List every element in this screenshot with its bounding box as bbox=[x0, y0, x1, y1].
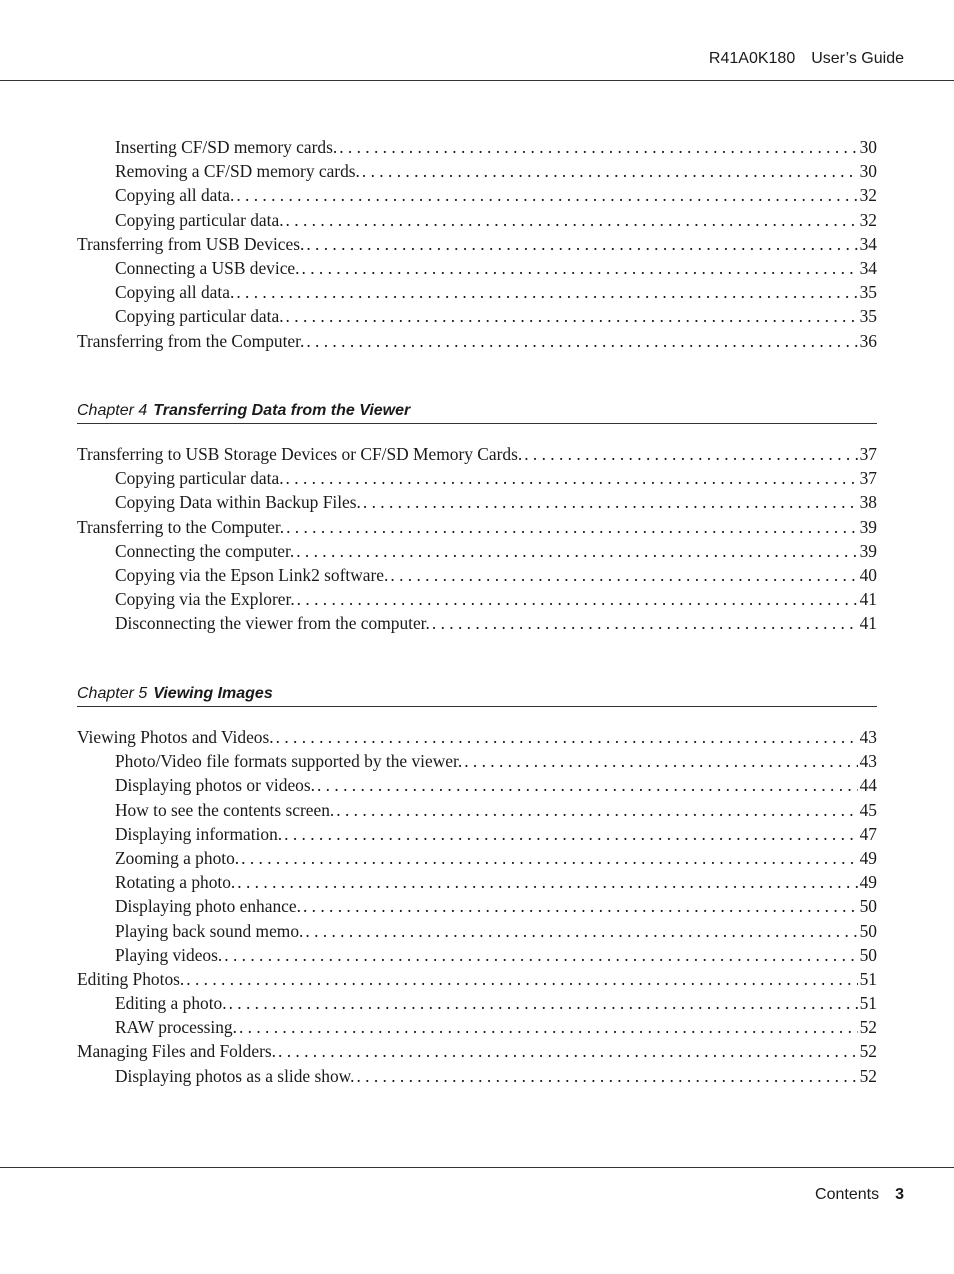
toc-entry-title: Copying all data. bbox=[115, 282, 235, 303]
toc-entry-page: 50 bbox=[859, 944, 877, 965]
toc-leader-dots bbox=[241, 846, 857, 870]
toc-entry[interactable] bbox=[77, 208, 877, 232]
toc-entry-title: RAW processing. bbox=[115, 1017, 237, 1038]
toc-entry-page: 30 bbox=[859, 161, 877, 182]
header-rule bbox=[0, 80, 954, 81]
toc-entry-title: Transferring to USB Storage Devices or CF/SD Memory Cards. bbox=[77, 444, 523, 464]
toc-entry-title: Displaying photo enhance. bbox=[115, 896, 301, 917]
toc-entry-page: 34 bbox=[859, 233, 877, 254]
toc-entry-title: Displaying photos or videos. bbox=[115, 775, 315, 796]
toc-entry[interactable] bbox=[77, 466, 877, 490]
toc-entry-title: How to see the contents screen. bbox=[115, 799, 335, 820]
toc-leader-dots bbox=[278, 1039, 858, 1063]
toc-entry-title: Copying all data. bbox=[115, 185, 235, 206]
toc-section-chapter-4 bbox=[77, 442, 877, 636]
toc-entry[interactable] bbox=[77, 725, 877, 749]
toc-leader-dots bbox=[229, 991, 858, 1015]
toc-section-top bbox=[77, 135, 877, 353]
toc-entry-title: Disconnecting the viewer from the computer. bbox=[115, 613, 430, 634]
toc-entry-title: Playing back sound memo. bbox=[115, 920, 304, 941]
toc-entry-title: Displaying photos as a slide show. bbox=[115, 1065, 355, 1086]
toc-entry-page: 50 bbox=[859, 920, 877, 941]
toc-entry[interactable] bbox=[77, 611, 877, 635]
toc-entry-title: Inserting CF/SD memory cards. bbox=[115, 137, 338, 157]
toc-leader-dots bbox=[464, 749, 857, 773]
toc-entry-page: 39 bbox=[859, 516, 877, 537]
toc-entry-page: 50 bbox=[859, 896, 877, 917]
toc-leader-dots bbox=[306, 232, 857, 256]
toc-leader-dots bbox=[390, 563, 857, 587]
toc-leader-dots bbox=[296, 539, 857, 563]
toc-entry[interactable] bbox=[77, 256, 877, 280]
page-header bbox=[709, 50, 904, 68]
toc-leader-dots bbox=[363, 490, 858, 514]
toc-leader-dots bbox=[284, 822, 857, 846]
toc-entry-title: Rotating a photo. bbox=[115, 872, 236, 893]
toc-entry-title: Displaying information. bbox=[115, 823, 283, 844]
toc-entry-title: Transferring from the Computer. bbox=[77, 330, 305, 351]
toc-entry-title: Zooming a photo. bbox=[115, 847, 240, 868]
toc-leader-dots bbox=[432, 611, 858, 635]
toc-entry-page: 49 bbox=[859, 847, 877, 868]
toc-leader-dots bbox=[224, 943, 857, 967]
toc-entry[interactable] bbox=[77, 798, 877, 822]
toc-entry-title: Photo/Video file formats supported by the viewer. bbox=[115, 751, 463, 772]
toc-entry-page: 47 bbox=[859, 823, 877, 844]
toc-entry-title: Copying via the Epson Link2 software. bbox=[115, 564, 389, 585]
toc-entry-page: 41 bbox=[859, 589, 877, 610]
toc-entry[interactable] bbox=[77, 329, 877, 353]
toc-entry-page: 34 bbox=[859, 257, 877, 278]
toc-entry[interactable] bbox=[77, 822, 877, 846]
toc-entry-page: 45 bbox=[859, 799, 877, 820]
toc-entry[interactable] bbox=[77, 442, 877, 466]
toc-entry-title: Editing Photos. bbox=[77, 968, 185, 989]
toc-leader-dots bbox=[286, 208, 858, 232]
toc-entry[interactable] bbox=[77, 894, 877, 918]
toc-entry[interactable] bbox=[77, 563, 877, 587]
toc-leader-dots bbox=[356, 1064, 857, 1088]
toc-entry-title: Copying particular data. bbox=[115, 468, 284, 489]
toc-entry[interactable] bbox=[77, 587, 877, 611]
toc-entry[interactable] bbox=[77, 1064, 877, 1088]
toc-entry-page: 37 bbox=[859, 468, 877, 489]
toc-entry-page: 52 bbox=[859, 1017, 877, 1038]
toc-entry[interactable] bbox=[77, 159, 877, 183]
toc-leader-dots bbox=[317, 773, 858, 797]
toc-leader-dots bbox=[276, 725, 858, 749]
toc-entry[interactable] bbox=[77, 232, 877, 256]
chapter-title: Viewing Images bbox=[153, 685, 273, 702]
toc-entry-page: 37 bbox=[859, 444, 877, 464]
toc-leader-dots bbox=[236, 183, 857, 207]
toc-entry-title: Connecting the computer. bbox=[115, 540, 295, 561]
toc-entry-title: Copying Data within Backup Files. bbox=[115, 492, 361, 513]
toc-entry-page: 40 bbox=[859, 564, 877, 585]
toc-leader-dots bbox=[305, 919, 857, 943]
toc-entry-page: 36 bbox=[859, 330, 877, 351]
toc-entry-title: Removing a CF/SD memory cards. bbox=[115, 161, 360, 182]
toc-entry-page: 41 bbox=[859, 613, 877, 634]
toc-leader-dots bbox=[239, 1015, 858, 1039]
toc-entry[interactable] bbox=[77, 943, 877, 967]
toc-leader-dots bbox=[302, 256, 858, 280]
toc-entry-page: 49 bbox=[859, 872, 877, 893]
toc-entry-title: Editing a photo. bbox=[115, 993, 227, 1014]
toc-entry[interactable] bbox=[77, 846, 877, 870]
toc-leader-dots bbox=[362, 159, 858, 183]
toc-entry-title: Connecting a USB device. bbox=[115, 257, 300, 278]
toc-entry-page: 30 bbox=[859, 137, 877, 157]
chapter-label: Chapter 4 bbox=[77, 402, 148, 419]
toc-entry-page: 51 bbox=[859, 993, 877, 1014]
toc-leader-dots bbox=[524, 442, 857, 466]
toc-entry[interactable] bbox=[77, 490, 877, 514]
toc-entry[interactable] bbox=[77, 773, 877, 797]
toc-entry-title: Copying particular data. bbox=[115, 209, 284, 230]
toc-leader-dots bbox=[186, 967, 857, 991]
model-number: R41A0K180 bbox=[708, 50, 796, 67]
toc-leader-dots bbox=[286, 466, 858, 490]
toc-entry-page: 43 bbox=[859, 751, 877, 772]
toc-entry[interactable] bbox=[77, 749, 877, 773]
chapter-4-heading bbox=[77, 402, 877, 424]
toc-entry-title: Viewing Photos and Videos. bbox=[77, 727, 274, 747]
toc-entry-page: 51 bbox=[859, 968, 877, 989]
footer-rule bbox=[0, 1167, 954, 1168]
toc-entry-page: 35 bbox=[859, 306, 877, 327]
toc-entry[interactable] bbox=[77, 991, 877, 1015]
toc-entry-page: 38 bbox=[859, 492, 877, 513]
toc-entry-page: 35 bbox=[859, 282, 877, 303]
toc-entry[interactable] bbox=[77, 870, 877, 894]
chapter-title: Transferring Data from the Viewer bbox=[153, 402, 411, 419]
page-number: 3 bbox=[895, 1186, 904, 1203]
toc-entry-page: 52 bbox=[859, 1041, 877, 1062]
toc-entry-title: Transferring to the Computer. bbox=[77, 516, 285, 537]
toc-entry-page: 32 bbox=[859, 185, 877, 206]
toc-leader-dots bbox=[286, 304, 858, 328]
footer-section: Contents bbox=[815, 1186, 880, 1203]
toc-entry-title: Transferring from USB Devices. bbox=[77, 233, 305, 254]
guide-title: User’s Guide bbox=[811, 50, 904, 67]
toc-entry[interactable] bbox=[77, 515, 877, 539]
toc-leader-dots bbox=[306, 329, 857, 353]
toc-entry-title: Copying particular data. bbox=[115, 306, 284, 327]
toc-entry[interactable] bbox=[77, 967, 877, 991]
toc-leader-dots bbox=[303, 894, 858, 918]
toc-entry[interactable] bbox=[77, 1015, 877, 1039]
toc-entry-title: Managing Files and Folders. bbox=[77, 1041, 277, 1062]
chapter-5-heading bbox=[77, 685, 877, 707]
toc-entry-title: Playing videos. bbox=[115, 944, 223, 965]
toc-leader-dots bbox=[286, 515, 858, 539]
toc-entry-page: 43 bbox=[859, 727, 877, 747]
toc-entry-page: 32 bbox=[859, 209, 877, 230]
toc-entry[interactable] bbox=[77, 183, 877, 207]
toc-entry[interactable] bbox=[77, 135, 877, 159]
toc-entry[interactable] bbox=[77, 539, 877, 563]
toc-entry-page: 44 bbox=[859, 775, 877, 796]
toc-entry[interactable] bbox=[77, 919, 877, 943]
toc-leader-dots bbox=[297, 587, 858, 611]
toc-entry[interactable] bbox=[77, 304, 877, 328]
toc-entry[interactable] bbox=[77, 280, 877, 304]
toc-entry-page: 39 bbox=[859, 540, 877, 561]
page-footer bbox=[815, 1186, 904, 1204]
toc-section-chapter-5 bbox=[77, 725, 877, 1088]
toc-entry-title: Copying via the Explorer. bbox=[115, 589, 295, 610]
toc-leader-dots bbox=[237, 870, 857, 894]
toc-leader-dots bbox=[339, 135, 857, 159]
toc-leader-dots bbox=[336, 798, 857, 822]
toc-entry[interactable] bbox=[77, 1039, 877, 1063]
chapter-label: Chapter 5 bbox=[77, 685, 148, 702]
toc-leader-dots bbox=[236, 280, 857, 304]
toc-entry-page: 52 bbox=[859, 1065, 877, 1086]
